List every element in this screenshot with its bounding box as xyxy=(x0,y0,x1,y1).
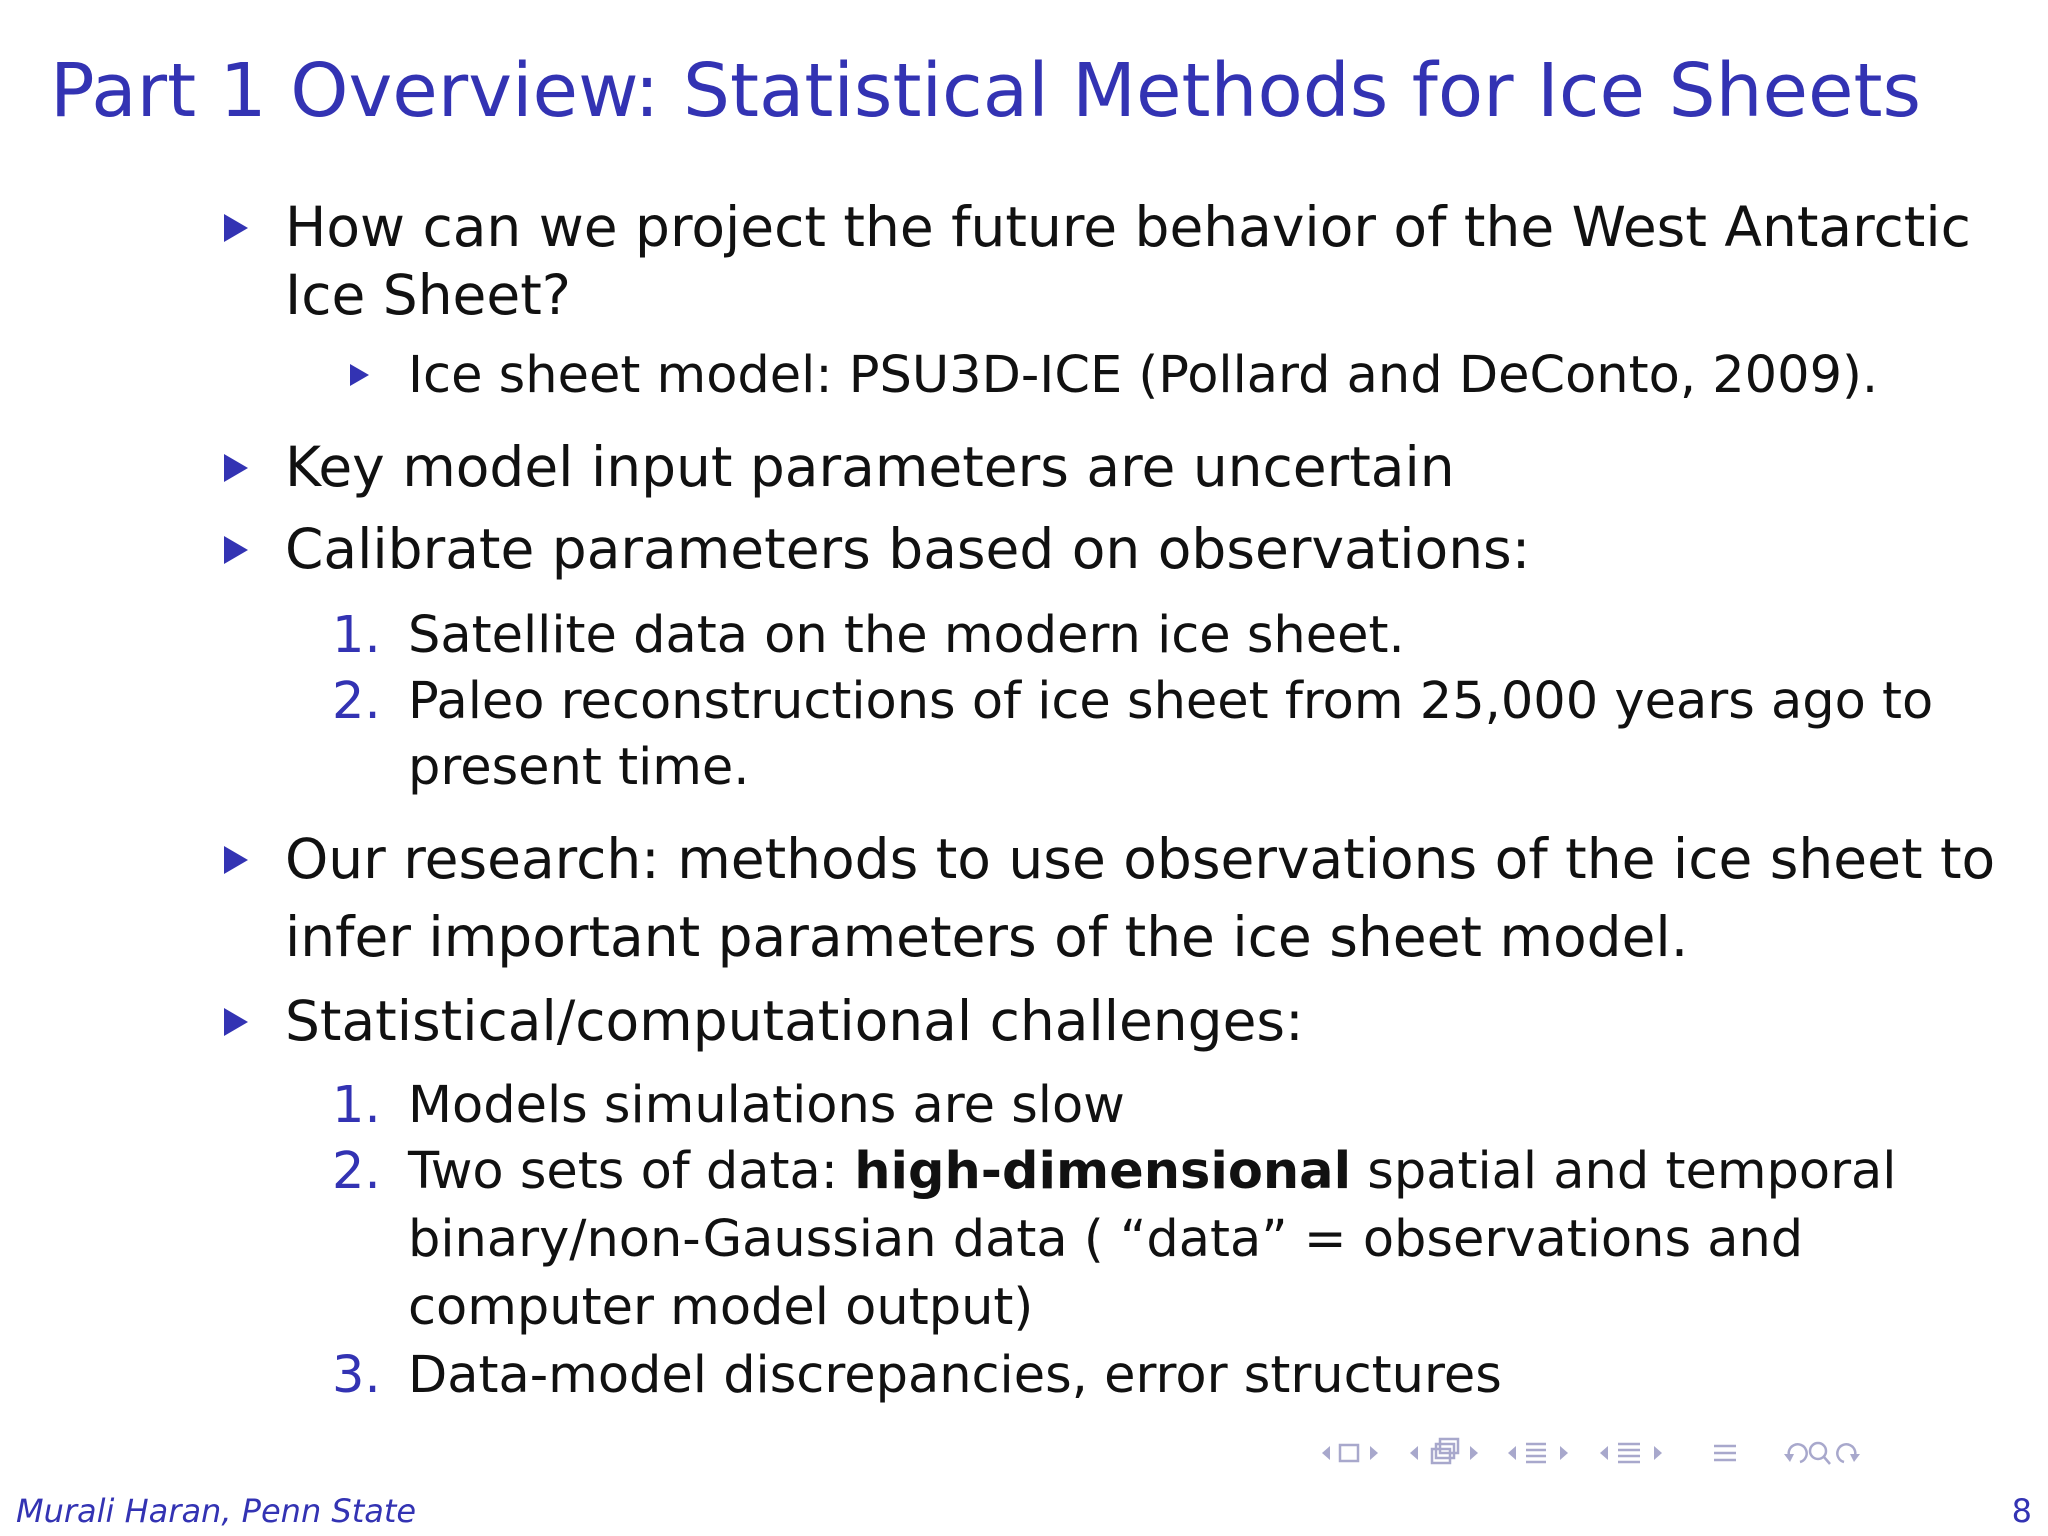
prev-section-icon[interactable] xyxy=(1508,1446,1516,1460)
text-run: spatial and temporal xyxy=(1351,1142,1897,1201)
bullet-arrow-icon xyxy=(224,1008,248,1036)
search-icon[interactable] xyxy=(1810,1443,1830,1464)
text-run: Two sets of data: xyxy=(408,1142,855,1201)
prev-subsection-icon[interactable] xyxy=(1410,1446,1418,1460)
bullet-5-item-1: Models simulations are slow xyxy=(408,1076,1125,1135)
slide-title: Part 1 Overview: Statistical Methods for Ice Sheets xyxy=(50,48,1922,134)
bullet-arrow-icon xyxy=(224,214,248,242)
sub-bullet-arrow-icon xyxy=(350,364,369,386)
section-icon[interactable] xyxy=(1526,1444,1546,1462)
enum-number: 1. xyxy=(332,606,381,665)
bullet-3: Calibrate parameters based on observations: xyxy=(285,517,1531,581)
bullet-5: Statistical/computational challenges: xyxy=(285,989,1304,1053)
bullet-arrow-icon xyxy=(224,536,248,564)
bullet-arrow-icon xyxy=(224,454,248,482)
emphasis-text: high-dimensional xyxy=(854,1142,1352,1201)
prev-frame-icon[interactable] xyxy=(1322,1446,1330,1460)
bullet-3-item-2-line-2: present time. xyxy=(408,738,750,797)
bullet-3-item-1: Satellite data on the modern ice sheet. xyxy=(408,606,1405,665)
bullet-4-line-1: Our research: methods to use observations of the ice sheet to xyxy=(285,827,1996,891)
bullet-5-item-2-line-2: binary/non-Gaussian data ( “data” = observations and xyxy=(408,1210,1804,1269)
prev-doc-section-icon[interactable] xyxy=(1600,1446,1608,1460)
footer-author: Murali Haran, Penn State xyxy=(16,1492,417,1530)
next-subsection-icon[interactable] xyxy=(1470,1446,1478,1460)
bullet-4-line-2: infer important parameters of the ice sheet model. xyxy=(285,905,1689,969)
subsection-icon[interactable] xyxy=(1432,1439,1458,1463)
bullet-5-item-2-line-3: computer model output) xyxy=(408,1278,1034,1337)
enum-number: 1. xyxy=(332,1076,381,1135)
page-number: 8 xyxy=(2011,1492,2032,1530)
frame-icon[interactable] xyxy=(1340,1445,1358,1461)
bullet-5-item-3: Data-model discrepancies, error structures xyxy=(408,1346,1502,1405)
next-section-icon[interactable] xyxy=(1560,1446,1568,1460)
forward-icon[interactable] xyxy=(1837,1444,1860,1462)
enum-number: 2. xyxy=(332,672,381,731)
enum-number: 2. xyxy=(332,1142,381,1201)
bullet-1-line-1: How can we project the future behavior of the West Antarctic xyxy=(285,195,1971,259)
align-icon[interactable] xyxy=(1714,1446,1736,1460)
doc-section-icon[interactable] xyxy=(1618,1444,1640,1462)
enum-number: 3. xyxy=(332,1346,381,1405)
next-frame-icon[interactable] xyxy=(1370,1446,1378,1460)
bullet-2: Key model input parameters are uncertain xyxy=(285,435,1455,499)
bullet-3-item-2-line-1: Paleo reconstructions of ice sheet from 25,000 years ago to xyxy=(408,672,1934,731)
navigation-bar xyxy=(1318,1436,2033,1470)
back-icon[interactable] xyxy=(1784,1444,1807,1462)
bullet-1-sub-1: Ice sheet model: PSU3D-ICE (Pollard and DeConto, 2009). xyxy=(408,346,1879,405)
next-doc-section-icon[interactable] xyxy=(1654,1446,1662,1460)
bullet-1-line-2: Ice Sheet? xyxy=(285,263,571,327)
bullet-arrow-icon xyxy=(224,846,248,874)
bullet-5-item-2-line-1 xyxy=(408,1142,1897,1201)
